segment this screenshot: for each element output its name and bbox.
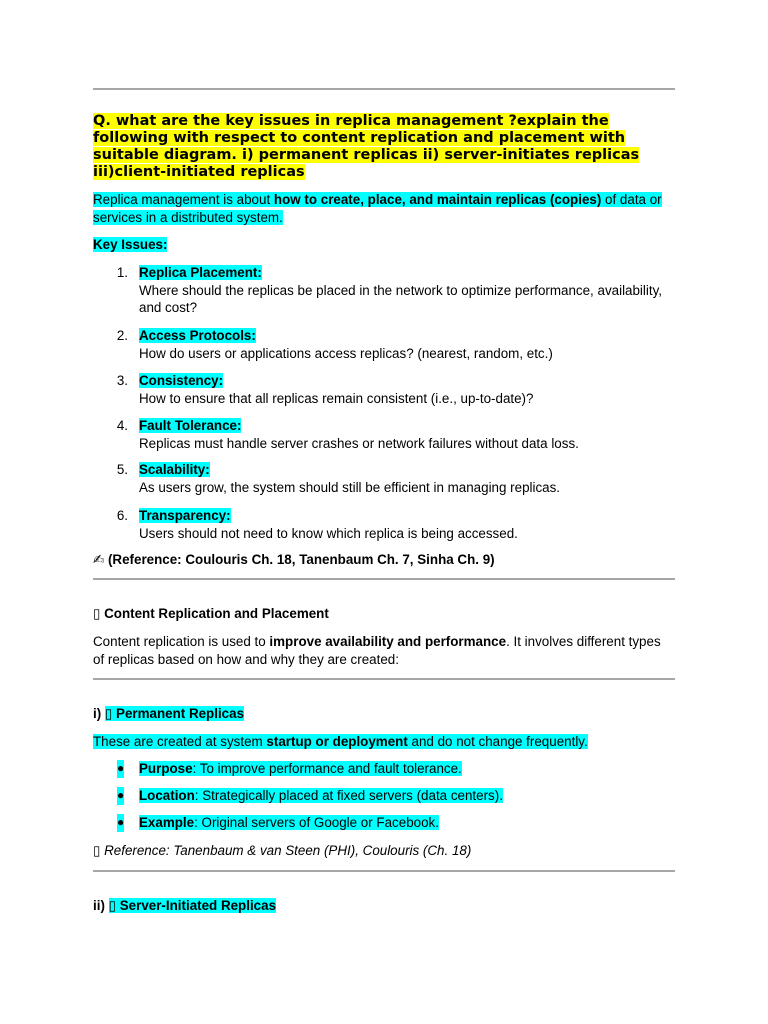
section-heading-content-replication: ▯ Content Replication and Placement (93, 606, 329, 621)
box-icon: ▯ (108, 898, 116, 913)
section-heading-permanent-replicas: i) ▯ Permanent Replicas (93, 706, 245, 721)
bullet-icon: ● (117, 760, 124, 778)
section-heading-server-initiated-replicas: ii) ▯ Server-Initiated Replicas (93, 898, 277, 913)
content-paragraph: Content replication is used to improve availability and performance. It involves different types of replicas based on how and why they are created: (93, 634, 661, 667)
reference-line: ✍ (Reference: Coulouris Ch. 18, Tanenbaum Ch. 7, Sinha Ch. 9) (93, 552, 495, 567)
section-divider (93, 578, 675, 580)
bullet-icon: ● (117, 787, 124, 805)
permanent-paragraph: These are created at system startup or deployment and do not change frequently. (93, 734, 588, 749)
box-icon: ▯ (93, 606, 101, 621)
reference-line: ▯ Reference: Tanenbaum & van Steen (PHI), Coulouris (Ch. 18) (93, 843, 472, 858)
intro-paragraph: Replica management is about how to create, place, and maintain replicas (copies) of data or services in a distributed system. (93, 192, 662, 225)
writing-hand-icon: ✍ (93, 552, 105, 567)
question-heading: Q. what are the key issues in replica management ?explain the following with respect to content replication and placement with suitable diagram. i) permanent replicas ii) server-initiates replicas iii)client-initiated replicas (93, 113, 640, 180)
top-divider (93, 88, 675, 90)
box-icon: ▯ (93, 843, 101, 858)
section-divider (93, 678, 675, 680)
bullet-icon: ● (117, 814, 124, 832)
box-icon: ▯ (104, 706, 113, 721)
section-divider (93, 870, 675, 872)
key-issues-heading: Key Issues: (93, 237, 168, 252)
